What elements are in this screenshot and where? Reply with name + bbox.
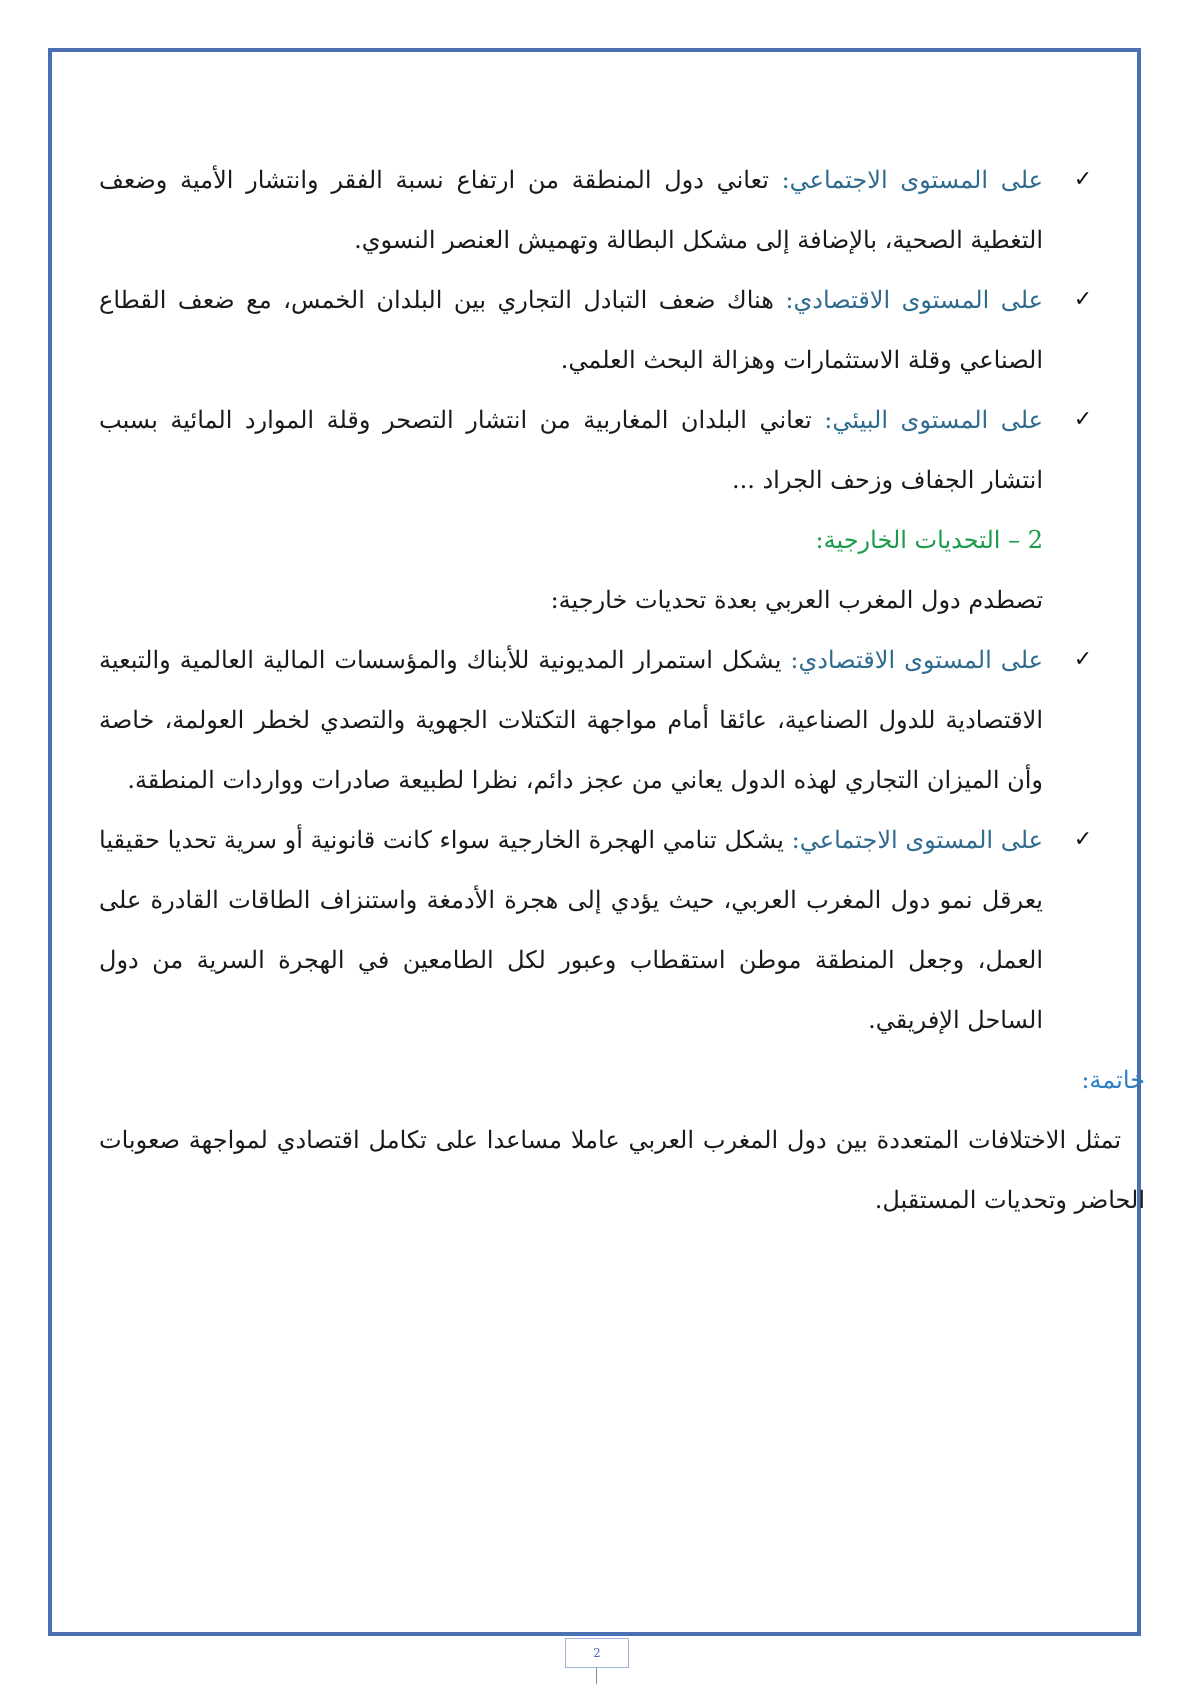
checkmark-icon: ✓ xyxy=(1073,287,1093,312)
page-number-divider xyxy=(596,1668,597,1684)
checkmark-icon: ✓ xyxy=(1073,827,1093,852)
list-item-social xyxy=(99,150,1109,270)
checkmark-icon: ✓ xyxy=(1073,407,1093,432)
section-heading-external: 2 – التحديات الخارجية: xyxy=(815,526,1043,554)
item-label: على المستوى البيئي: xyxy=(824,406,1044,434)
list-item-external-economic xyxy=(99,630,1109,810)
checkmark-icon: ✓ xyxy=(1073,647,1093,672)
checkmark-icon: ✓ xyxy=(1073,167,1093,192)
page-number: 2 xyxy=(565,1638,629,1668)
item-label: على المستوى الاقتصادي: xyxy=(785,286,1043,314)
item-text: هناك ضعف التبادل التجاري بين البلدان الخمس، مع ضعف القطاع الصناعي وقلة الاستثمارات وهزالة البحث العلمي. xyxy=(99,286,1043,374)
item-text: يشكل تنامي الهجرة الخارجية سواء كانت قانونية أو سرية تحديا حقيقيا يعرقل نمو دول المغرب العربي، حيث يؤدي إلى هجرة الأدمغة واستنزاف الطاقات القادرة على العمل، وجعل المنطقة موطن استقطاب وعبور لكل الطامعين في الهجرة السرية من دول الساحل الإفريقي. xyxy=(99,826,1043,1034)
item-label: على المستوى الاجتماعي: xyxy=(781,166,1044,194)
conclusion-heading: خاتمة: xyxy=(1081,1066,1145,1094)
document-body xyxy=(99,150,1145,1230)
list-item-external-social xyxy=(99,810,1109,1050)
item-text: تعاني دول المنطقة من ارتفاع نسبة الفقر وانتشار الأمية وضعف التغطية الصحية، بالإضافة إلى مشكل البطالة وتهميش العنصر النسوي. xyxy=(99,166,1043,254)
section-intro: تصطدم دول المغرب العربي بعدة تحديات خارجية: xyxy=(550,586,1043,614)
item-text: تعاني البلدان المغاربية من انتشار التصحر وقلة الموارد المائية بسبب انتشار الجفاف وزحف الجراد ... xyxy=(99,406,1043,494)
list-item-economic xyxy=(99,270,1109,390)
item-label: على المستوى الاجتماعي: xyxy=(791,826,1043,854)
item-text: يشكل استمرار المديونية للأبناك والمؤسسات المالية العالمية والتبعية الاقتصادية للدول الصناعية، عائقا أمام مواجهة التكتلات الجهوية والتصدي لخطر العولمة، خاصة وأن الميزان التجاري لهذه الدول يعاني من عجز دائم، نظرا لطبيعة صادرات وواردات المنطقة. xyxy=(99,646,1043,794)
item-label: على المستوى الاقتصادي: xyxy=(790,646,1043,674)
list-item-environmental xyxy=(99,390,1109,510)
conclusion-paragraph: تمثل الاختلافات المتعددة بين دول المغرب العربي عاملا مساعدا على تكامل اقتصادي لمواجهة صعوبات الحاضر وتحديات المستقبل. xyxy=(99,1126,1145,1214)
